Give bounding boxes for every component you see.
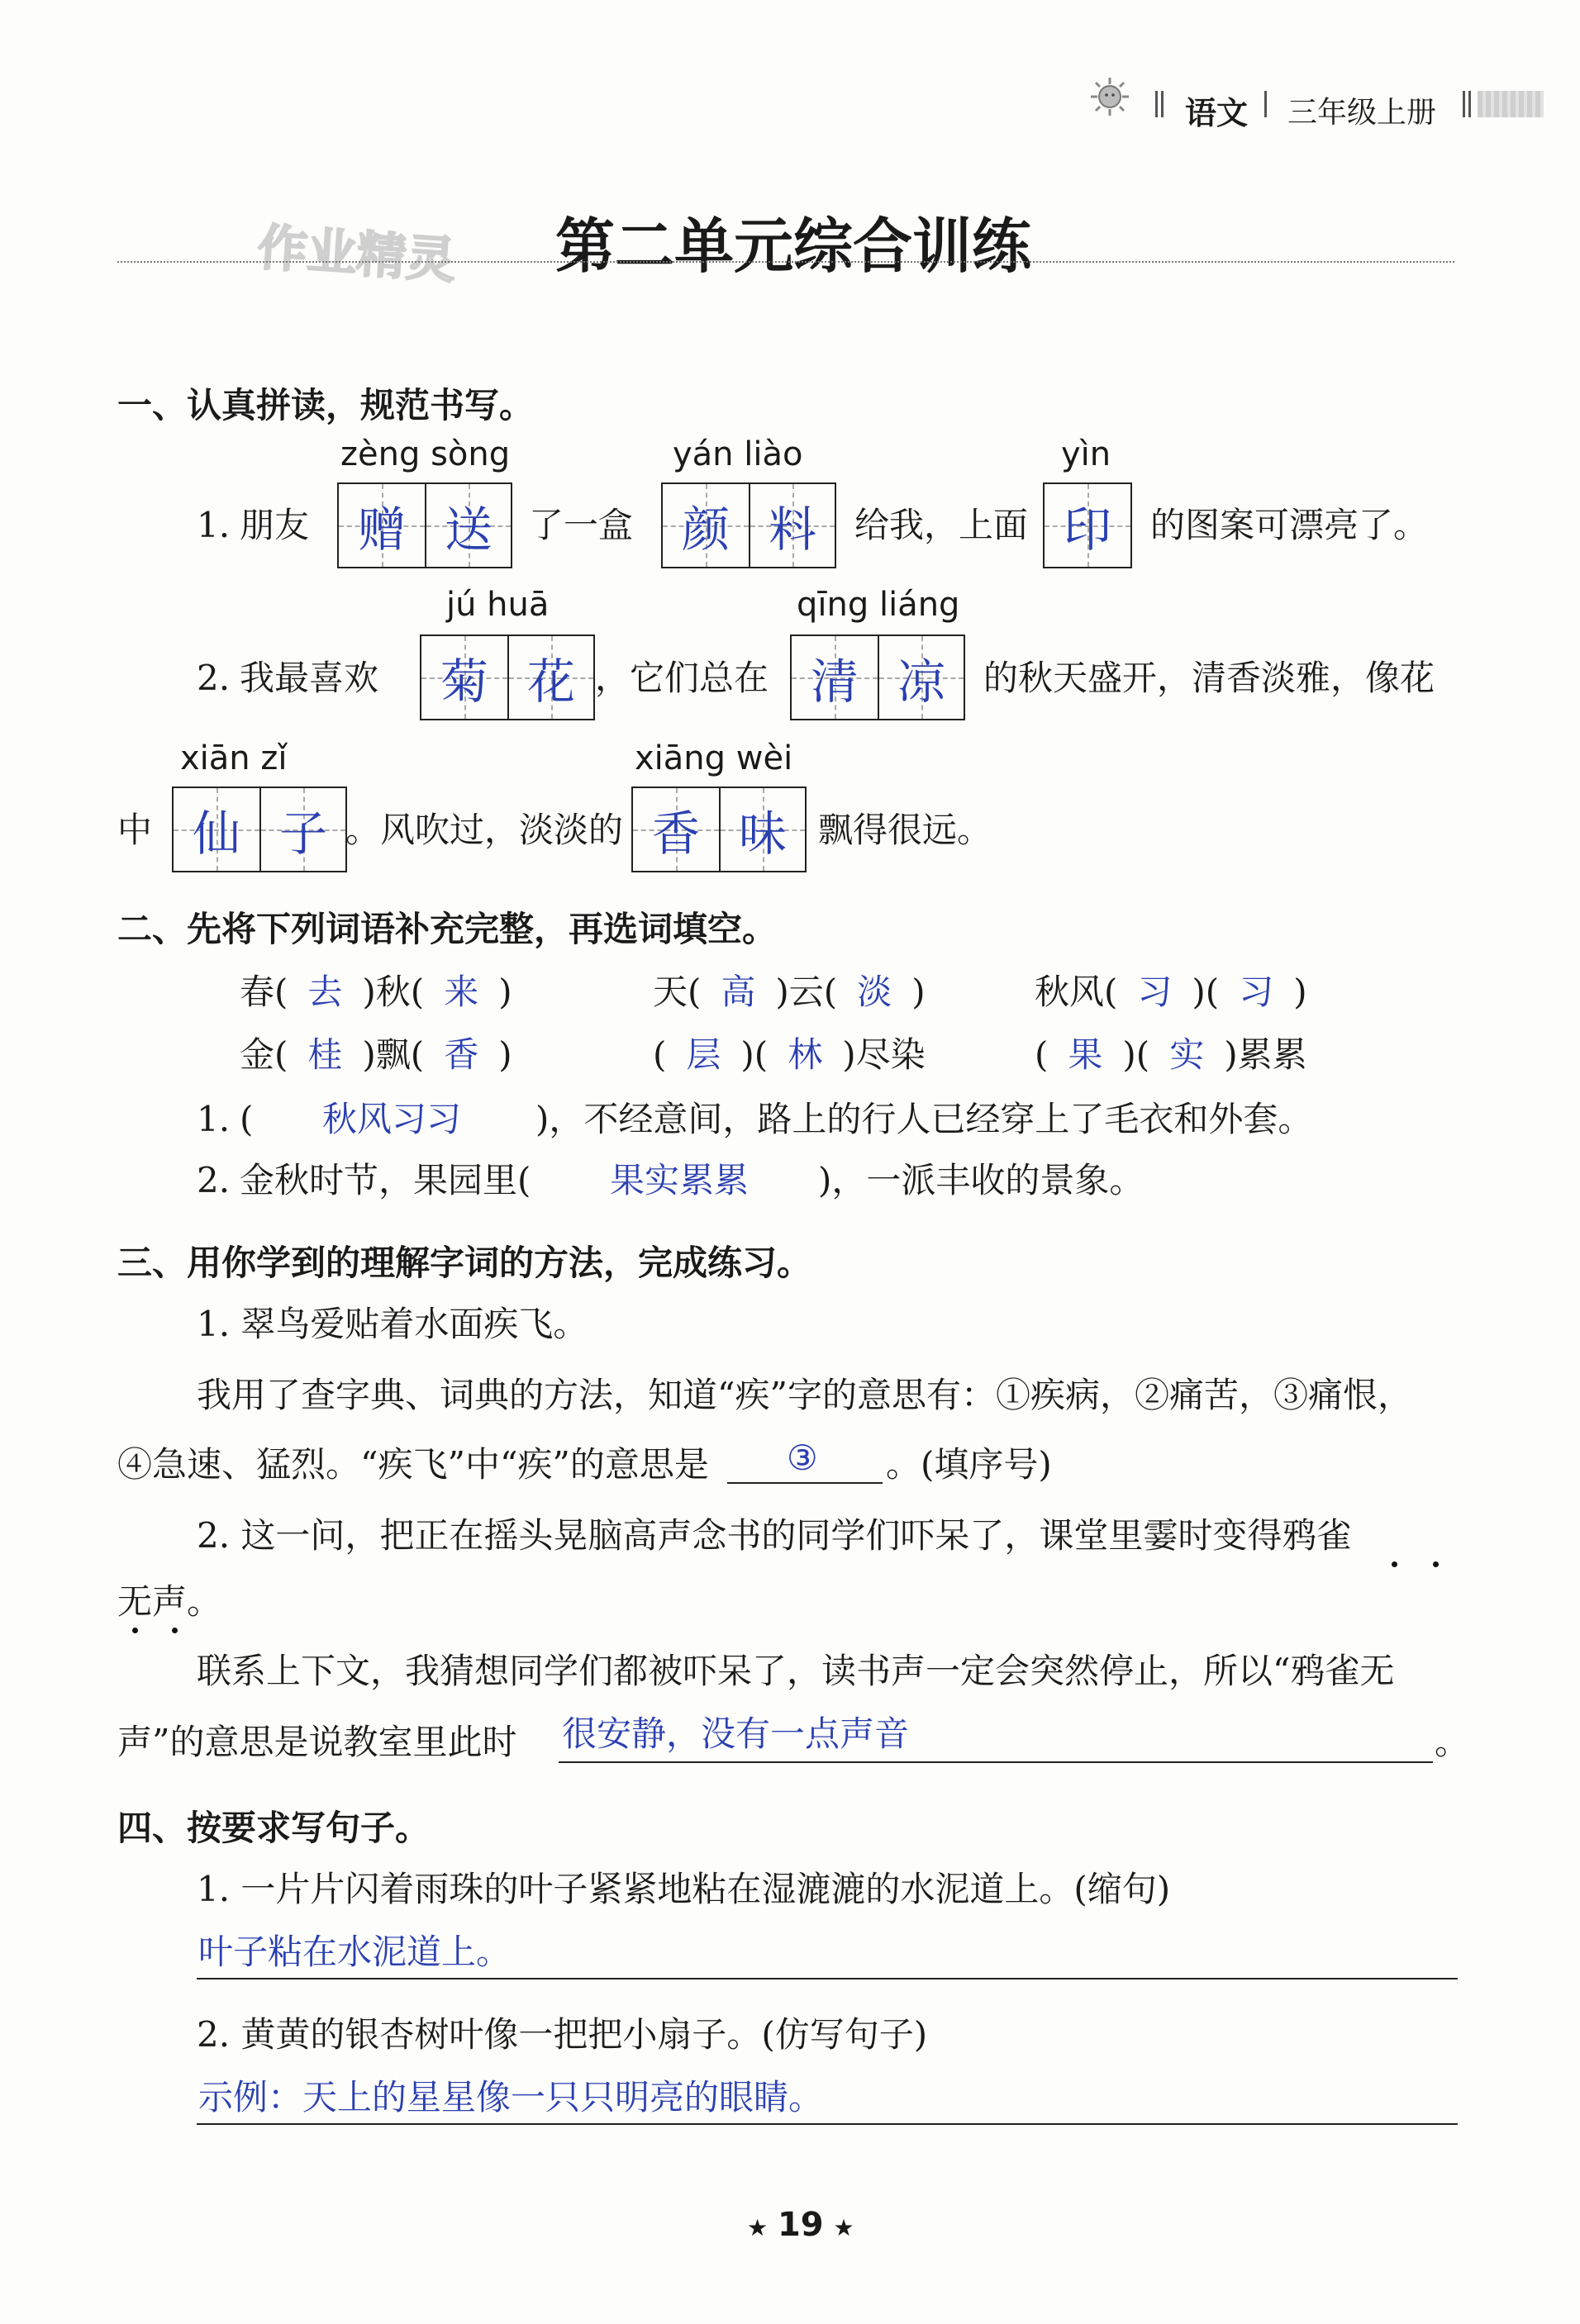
q3-text-2: 。风吹过，淡淡的 [345, 810, 624, 850]
idiom-text: ) [498, 972, 512, 1012]
grid-cell [1045, 484, 1130, 567]
idiom-text: ( [653, 1034, 667, 1075]
sec3-q1-line2: 我用了查字典、词典的方法，知道“疾”字的意思有：①疾病，②痛苦，③痛恨， [197, 1375, 1412, 1415]
sec2-q2-number: 2. [197, 1160, 231, 1200]
idiom-text: ( [1035, 1034, 1049, 1075]
q2-text-2: ，它们总在 [595, 658, 769, 698]
idiom-text: )尽染 [842, 1034, 926, 1075]
sec4-q1-answer-line[interactable] [197, 1978, 1458, 1979]
idiom-1-1 [240, 972, 512, 1012]
sec2-q2-rest: )，一派丰收的景象。 [818, 1160, 1145, 1200]
idiom-text: )云( [775, 972, 838, 1012]
q1-writing-grid-1[interactable] [337, 482, 512, 568]
answer-char: 凉 [897, 653, 945, 710]
sec4-q2-answer-line[interactable] [197, 2123, 1458, 2125]
sec2-q1-number: 1. [197, 1099, 231, 1139]
header-grade: 三年级上册 [1287, 96, 1437, 130]
idiom-2-2 [653, 1034, 926, 1075]
q2-pinyin-1: jú huā [446, 586, 550, 624]
idiom-answer: 习 [1239, 972, 1274, 1012]
sec3-q1-line3b: 。(填序号) [886, 1444, 1052, 1485]
page-number-text: 19 [777, 2206, 824, 2244]
sec3-q1-answer: ③ [787, 1438, 818, 1478]
section-1-heading: 一、认真拼读，规范书写。 [117, 385, 535, 425]
answer-char: 赠 [357, 501, 406, 558]
sec3-q2-line4b: 。 [1435, 1722, 1470, 1762]
sec3-q1-answer-line[interactable] [727, 1482, 883, 1484]
q1-text-4: 的图案可漂亮了。 [1150, 505, 1429, 545]
idiom-answer: 香 [444, 1034, 479, 1075]
idiom-2-3 [1035, 1034, 1307, 1075]
header-gray-block [1478, 91, 1544, 117]
idiom-answer: 习 [1137, 972, 1173, 1012]
q1-text-3: 给我，上面 [854, 505, 1029, 545]
idiom-answer: 高 [721, 972, 756, 1012]
section-3-heading: 三、用你学到的理解字词的方法，完成练习。 [117, 1243, 812, 1283]
grid-cell [749, 484, 835, 567]
sec3-q2-line2: 无声。 [117, 1581, 222, 1622]
sec2-q1-answer[interactable]: 秋风习习 [322, 1099, 462, 1139]
q3-writing-grid-2[interactable] [631, 787, 807, 872]
header-bar-left [1155, 91, 1164, 117]
answer-char: 味 [738, 806, 787, 862]
q2-number: 2. [197, 658, 231, 698]
idiom-text: ) [1293, 972, 1307, 1012]
answer-char: 菊 [440, 653, 488, 710]
sec3-q2-answer: 很安静，没有一点声音 [562, 1713, 910, 1754]
idiom-answer: 去 [307, 972, 343, 1012]
answer-char: 颜 [681, 501, 730, 558]
grid-cell [792, 636, 878, 719]
idiom-2-1 [240, 1034, 512, 1075]
idiom-text: 金( [240, 1034, 288, 1075]
q1-text-1: 朋友 [240, 505, 310, 545]
answer-char: 送 [444, 501, 493, 558]
page-number [747, 2206, 854, 2244]
q3-pinyin-2: xiāng wèi [635, 739, 793, 777]
emphasis-dot [132, 1628, 138, 1633]
idiom-text: 春( [240, 972, 288, 1012]
star-icon: ★ [747, 2214, 769, 2241]
q1-writing-grid-3[interactable] [1043, 482, 1132, 568]
grid-cell [425, 484, 511, 567]
grid-cell [633, 788, 719, 871]
idiom-answer: 桂 [307, 1034, 343, 1075]
answer-char: 花 [526, 653, 575, 710]
header-subject: 语文 [1185, 95, 1249, 131]
section-4-heading: 四、按要求写句子。 [117, 1808, 431, 1848]
idiom-text: ) [498, 1034, 512, 1075]
q2-writing-grid-2[interactable] [790, 634, 965, 720]
idiom-text: 秋风( [1035, 972, 1118, 1012]
idiom-text: )累累 [1224, 1034, 1307, 1075]
grid-cell [878, 636, 964, 719]
idiom-text: )( [740, 1034, 769, 1075]
answer-char: 料 [768, 501, 816, 558]
sec3-q1-line3a: ④急速、猛烈。“疾飞”中“疾”的意思是 [117, 1444, 709, 1485]
q1-text-2: 了一盒 [529, 505, 634, 545]
idiom-text: )飘( [362, 1034, 425, 1075]
sec3-q2-line3: 联系上下文，我猜想同学们都被吓呆了，读书声一定会突然停止，所以“鸦雀无 [197, 1651, 1395, 1691]
q1-pinyin-2: yán liào [673, 435, 803, 473]
q2-pinyin-2: qīng liáng [797, 586, 960, 624]
q3-writing-grid-1[interactable] [172, 787, 347, 872]
q1-pinyin-1: zèng sòng [340, 435, 511, 473]
page-title: 第二单元综合训练 [555, 211, 1032, 281]
idiom-1-2 [653, 972, 926, 1012]
idiom-answer: 林 [788, 1034, 823, 1075]
sec3-q2-line1: 2. 这一问，把正在摇头晃脑高声念书的同学们吓呆了，课堂里霎时变得鸦雀 [197, 1515, 1352, 1556]
q1-pinyin-3: yìn [1061, 435, 1111, 473]
grid-cell [719, 788, 805, 871]
watermark-logo: 作业精灵 [255, 218, 458, 291]
grid-cell [339, 484, 425, 567]
q3-pinyin-1: xiān zǐ [180, 739, 288, 777]
answer-char: 印 [1063, 501, 1111, 558]
idiom-answer: 层 [686, 1034, 721, 1075]
q1-writing-grid-2[interactable] [661, 482, 836, 568]
idiom-text: ) [911, 972, 926, 1012]
answer-char: 香 [651, 806, 700, 862]
sec4-q1-text: 1. 一片片闪着雨珠的叶子紧紧地粘在湿漉漉的水泥道上。(缩句) [197, 1869, 1171, 1909]
idiom-1-3 [1035, 972, 1307, 1012]
answer-char: 仙 [192, 806, 240, 862]
q1-number: 1. [197, 505, 231, 545]
sec2-q2-text: 金秋时节，果园里( [240, 1160, 531, 1200]
q3-text-1: 中 [117, 810, 153, 850]
grid-cell [174, 788, 259, 871]
star-icon: ★ [833, 2214, 854, 2241]
sec4-q2-text: 2. 黄黄的银杏树叶像一把把小扇子。(仿写句子) [197, 2014, 928, 2055]
sec3-q1-line1: 1. 翠鸟爱贴着水面疾飞。 [197, 1304, 588, 1344]
q2-text-1: 我最喜欢 [240, 658, 379, 698]
title-dotted-line [117, 261, 1454, 263]
idiom-text: 天( [653, 972, 702, 1012]
sec3-q2-answer-line[interactable] [559, 1761, 1433, 1763]
emphasis-dot [1433, 1561, 1439, 1567]
sec2-q1-open: ( [240, 1099, 254, 1139]
idiom-text: )( [1192, 972, 1220, 1012]
sec4-q2-answer: 示例：天上的星星像一只只明亮的眼睛。 [198, 2077, 824, 2117]
q3-text-3: 飘得很远。 [818, 810, 992, 850]
answer-char: 清 [810, 653, 859, 710]
grid-cell [663, 484, 749, 567]
sec2-q2-answer[interactable]: 果实累累 [610, 1160, 750, 1200]
header-divider [1264, 91, 1267, 117]
grid-cell [507, 636, 593, 719]
section-2-heading: 二、先将下列词语补充完整，再选词填空。 [117, 909, 778, 949]
idiom-text: )( [1122, 1034, 1150, 1075]
q2-writing-grid-1[interactable] [420, 634, 595, 720]
emphasis-dot [172, 1628, 178, 1633]
grid-cell [259, 788, 345, 871]
header-bar-right [1463, 91, 1471, 117]
answer-char: 子 [278, 806, 327, 862]
grid-cell [421, 636, 507, 719]
header-sun-icon [1089, 76, 1130, 117]
sec4-q1-answer: 叶子粘在水泥道上。 [198, 1932, 512, 1972]
sec3-q2-line4a: 声”的意思是说教室里此时 [117, 1722, 517, 1762]
sec2-q1-rest: )，不经意间，路上的行人已经穿上了毛衣和外套。 [535, 1099, 1313, 1139]
idiom-answer: 实 [1169, 1034, 1205, 1075]
q2-text-3: 的秋天盛开，清香淡雅，像花 [983, 658, 1435, 698]
emphasis-dot [1392, 1561, 1397, 1567]
idiom-answer: 果 [1068, 1034, 1103, 1075]
idiom-text: )秋( [362, 972, 425, 1012]
idiom-answer: 来 [444, 972, 479, 1012]
idiom-answer: 淡 [857, 972, 892, 1012]
